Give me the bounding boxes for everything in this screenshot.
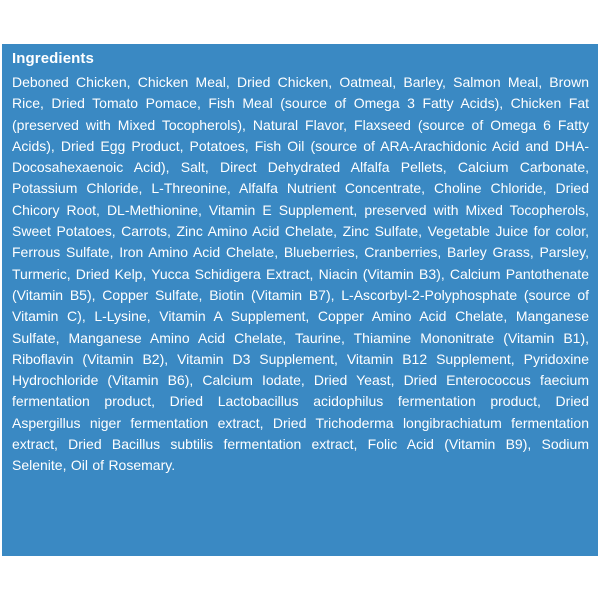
ingredients-panel xyxy=(2,44,598,556)
ingredients-heading: Ingredients xyxy=(12,50,94,67)
ingredients-list: Deboned Chicken, Chicken Meal, Dried Chicken, Oatmeal, Barley, Salmon Meal, Brown Rice, Dried Tomato Pomace, Fish Meal (source of Omega 3 Fatty Acids), Chicken Fat (preserved with Mixed Tocopherols), Natural Flavor, Flaxseed (source of Omega 6 Fatty Acids), Dried Egg Product, Potatoes, Fish Oil (source of ARA-Arachidonic Acid and DHA-Docosahexaenoic Acid), Salt, Direct Dehydrated Alfalfa Pellets, Calcium Carbonate, Potassium Chloride, L-Threonine, Alfalfa Nutrient Concentrate, Choline Chloride, Dried Chicory Root, DL-Methionine, Vitamin E Supplement, preserved with Mixed Tocopherols, Sweet Potatoes, Carrots, Zinc Amino Acid Chelate, Zinc Sulfate, Vegetable Juice for color, Ferrous Sulfate, Iron Amino Acid Chelate, Blueberries, Cranberries, Barley Grass, Parsley, Turmeric, Dried Kelp, Yucca Schidigera Extract, Niacin (Vitamin B3), Calcium Pantothenate (Vitamin B5), Copper Sulfate, Biotin (Vitamin B7), L-Ascorbyl-2-Polyphosphate (source of Vitamin C), L-Lysine, Vitamin A Supplement, Copper Amino Acid Chelate, Manganese Sulfate, Manganese Amino Acid Chelate, Taurine, Thiamine Mononitrate (Vitamin B1), Riboflavin (Vitamin B2), Vitamin D3 Supplement, Vitamin B12 Supplement, Pyridoxine Hydrochloride (Vitamin B6), Calcium Iodate, Dried Yeast, Dried Enterococcus faecium fermentation product, Dried Lactobacillus acidophilus fermentation product, Dried Aspergillus niger fermentation extract, Dried Trichoderma longibrachiatum fermentation extract, Dried Bacillus subtilis fermentation extract, Folic Acid (Vitamin B9), Sodium Selenite, Oil of Rosemary. xyxy=(12,74,589,474)
